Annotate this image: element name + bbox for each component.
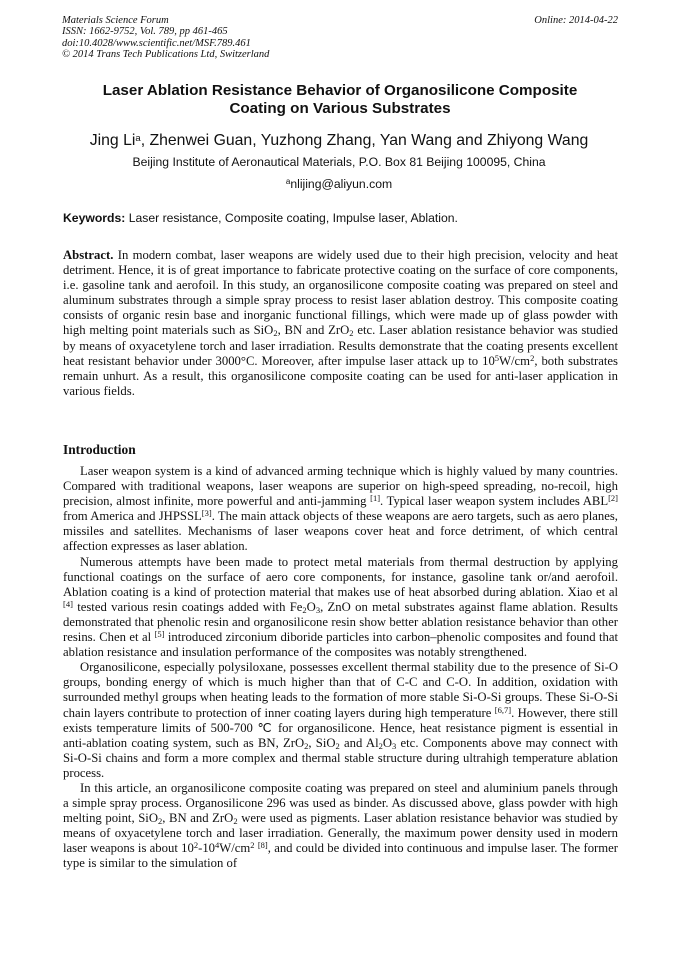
citation-ref: [3] — [201, 508, 212, 519]
citation-ref: [8] — [257, 840, 268, 851]
superscript: 5 — [494, 352, 500, 363]
paragraph-3 — [63, 660, 618, 781]
subscript: 2 — [378, 740, 383, 751]
paragraph-text: W/cm — [219, 841, 251, 856]
introduction-body — [63, 464, 618, 872]
paragraph-text: O — [306, 599, 316, 614]
email-address: nlijing@aliyun.com — [290, 177, 393, 191]
superscript: 4 — [215, 840, 220, 851]
superscript: 2 — [250, 840, 255, 851]
affiliation: Beijing Institute of Aeronautical Materials, P.O. Box 81 Beijing 100095, China — [132, 155, 546, 169]
journal-header — [62, 15, 618, 61]
paragraph-text: O — [382, 735, 393, 750]
subscript: 2 — [273, 328, 278, 339]
paragraph-2 — [63, 555, 618, 661]
paragraph-text: introduced zirconium diboride particles into carbon–phenolic composites and found that ablation resistance and insulation performance of the composites was notably strengthened. — [63, 630, 618, 660]
subscript: 2 — [349, 328, 354, 339]
citation-ref: [4] — [63, 598, 73, 609]
abstract-text: W/cm — [499, 353, 531, 368]
paragraph-text: Numerous attempts have been made to protect metal materials from thermal destruction by applying functional coatings on the surface of aero core components, for instance, gasoline tank or/and aerofoil. Ablation coating is a kind of protection material that makes use of heat absorbed during ablation. Xiao et al — [63, 554, 618, 599]
paragraph-4 — [63, 781, 618, 872]
paragraph-text: Organosilicone, especially polysiloxane, possesses excellent thermal stability due to the presence of Si-O groups, bonding energy of which is much higher than that of C-C and C-O. In addition, oxidation with surrounded methyl groups when heating leads to the formation of more stable Si-O-Si groups. These Si-O-Si chain layers contribute to protection of inner coating layers during high temperature — [63, 660, 618, 720]
paragraph-text: . However, there still exists temperature limits of 500-700 ℃ for organosilicone. Hence, heat resistance pigment is essential in anti-ablation coating system, such as BN, ZrO — [63, 705, 618, 750]
first-author: Jing Li — [89, 132, 136, 149]
paragraph-text: were used as pigments. Laser ablation resistance behavior was studied by means of oxyacetylene torch and laser irradiation. Generally, the maximum power density used in modern laser weapons is about 10 — [63, 811, 618, 856]
section-heading-introduction: Introduction — [63, 442, 136, 457]
abstract-text: In modern combat, laser weapons are widely used due to their high precision, velocity and heat detriment. Hence, it is of great importance to fabricate protective coating on the surface of core components, i.e. gasoline tank and aerofoil. In this study, an organosilicone composite coating was prepared on steel and aluminum substrates through a simple spray process to resist laser ablation destroy. This composite coating consists of organic resin base and inorganic functional fillings, which were made up of glass powder with high melting point materials such as SiO — [63, 248, 618, 338]
subscript: 2 — [233, 816, 238, 827]
journal-name: Materials Science Forum — [62, 15, 169, 26]
citation-ref: [2] — [608, 493, 618, 504]
citation-ref: [5] — [154, 629, 165, 640]
email-mark: a — [285, 177, 291, 186]
paragraph-text: etc. Components above may connect with Si-O-Si chains and form a more complex and thermal stable structure during ultrahigh temperature ablation process. — [63, 735, 619, 780]
paragraph-text: . The main attack objects of these weapons are aero targets, such as aero planes, missiles and satellites. Mechanisms of laser weapons cover heat and force detriment, of which central affection expresses as laser ablation. — [63, 509, 618, 554]
paragraph-text: Laser weapon system is a kind of advanced arming technique which is highly valued by many countries. Compared with traditional weapons, laser weapons are superior on high-speed spreading, no-recoil, high precision, almost infinite, more powerful and anti-jamming — [63, 464, 618, 509]
title-line-2: Coating on Various Substrates — [229, 100, 451, 117]
paragraph-text: . Typical laser weapon system includes ABL — [380, 494, 609, 509]
copyright-line: © 2014 Trans Tech Publications Ltd, Switzerland — [62, 49, 270, 61]
online-date: Online: 2014-04-22 — [534, 15, 618, 26]
title-line-1: Laser Ablation Resistance Behavior of Organosilicone Composite — [102, 82, 578, 99]
issn-line: ISSN: 1662-9752, Vol. 789, pp 461-465 — [62, 26, 228, 38]
abstract-text: etc. Laser ablation resistance behavior was studied by means of oxyacetylene torch and laser irradiation. Results demonstrate that the coating presents excellent heat resistant behavior under 3000°C. Moreover, after impulse laser attack up to 10 — [63, 323, 618, 368]
citation-ref: [1] — [370, 493, 381, 504]
subscript: 2 — [335, 740, 340, 751]
paragraph-text: from America and JHPSSL — [63, 509, 202, 524]
subscript: 2 — [304, 740, 309, 751]
subscript: 2 — [302, 604, 307, 615]
paragraph-1 — [63, 464, 618, 555]
other-authors: , Zhenwei Guan, Yuzhong Zhang, Yan Wang and Zhiyong Wang — [140, 132, 589, 149]
subscript: 2 — [157, 816, 163, 827]
doi-line: doi:10.4028/www.scientific.net/MSF.789.461 — [62, 37, 251, 49]
paragraph-text: In this article, an organosilicone composite coating was prepared on steel and aluminium panels through a simple spray process. Organosilicone 296 was used as binder. As discussed above, glass powder with high melting point, SiO — [63, 780, 618, 826]
paragraph-text: , BN and ZrO — [162, 811, 234, 826]
superscript: 2 — [530, 352, 535, 363]
citation-ref: [6,7] — [494, 704, 512, 715]
subscript: 3 — [315, 604, 321, 615]
keywords-label: Keywords: — [63, 211, 126, 225]
author-list — [40, 131, 638, 151]
keywords-text: Laser resistance, Composite coating, Impulse laser, Ablation. — [125, 211, 458, 225]
superscript: 2 — [193, 840, 199, 851]
abstract — [63, 248, 618, 399]
paragraph-text: , and could be divided into continuous and impulse laser. The former type is similar to the simulation of — [63, 841, 618, 871]
abstract-text: , BN and ZrO — [277, 323, 350, 338]
paper-title — [70, 82, 610, 118]
affiliation-mark: a — [135, 133, 141, 144]
keywords — [63, 211, 618, 226]
paragraph-text: and Al — [339, 735, 379, 750]
abstract-text: , both substrates remain unhurt. As a result, this organosilicone composite coating can be used for anti-laser application in various fields. — [63, 353, 618, 398]
paragraph-text: , SiO — [308, 735, 336, 750]
paragraph-text: tested various resin coatings added with Fe — [72, 599, 303, 614]
paragraph-text: , ZnO on metal substrates against flame ablation. Results demonstrated that phenolic resin and organosilicone resin show better ablation resistance behavior than other resins. Chen et al — [63, 599, 618, 645]
subscript: 3 — [392, 740, 397, 751]
paragraph-text: -10 — [198, 841, 216, 856]
abstract-label: Abstract. — [63, 248, 114, 262]
author-email — [40, 177, 638, 192]
